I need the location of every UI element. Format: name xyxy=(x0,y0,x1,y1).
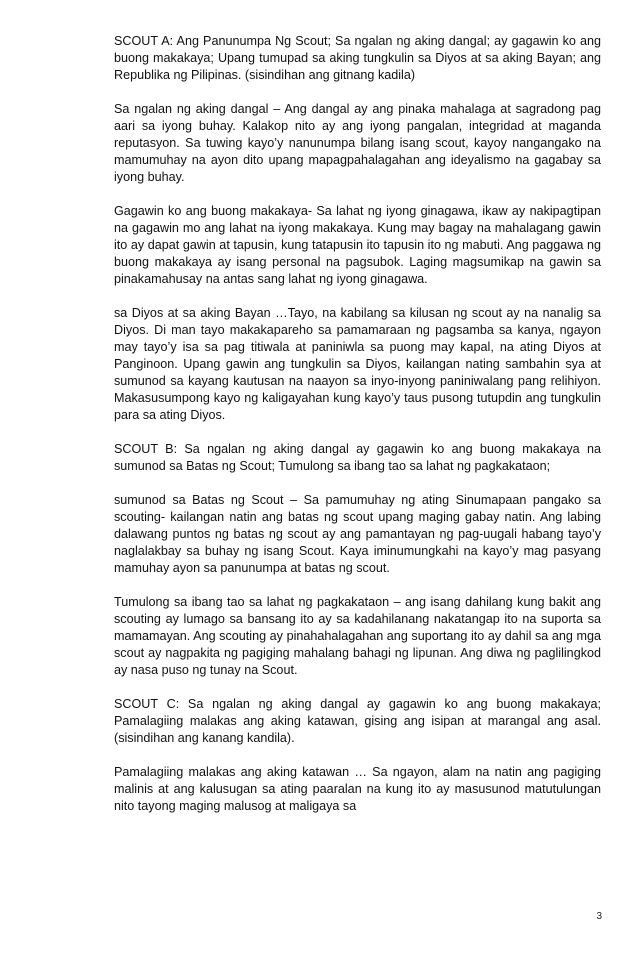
paragraph-buong-makakaya: Gagawin ko ang buong makakaya- Sa lahat ng iyong ginagawa, ikaw ay nakipagtipan na gagawin mo ang lahat na iyong makakaya. Kung may bagay na mahalagang gawin ito ay dapat gawin at tapusin, kung tatapusin ito tapusin ito ng mabuti. Ang paggawa ng buong makakaya ay isang personal na pagsubok. Laging magsumikap na gawin sa pinakamahusay na antas sang lahat ng iyong ginagawa. xyxy=(114,204,601,286)
paragraph-dangal: Sa ngalan ng aking dangal – Ang dangal ay ang pinaka mahalaga at sagradong pag aari sa iyong buhay. Kalakop nito ay ang iyong pangalan, integridad at maganda reputasyon. Sa tuwing kayo’y nanunumpa bilang isang scout, kayoy nangangako na mamumuhay na ayon dito upang mapagpahalagahan ang ideyalismo na gagabay sa iyong buhay. xyxy=(114,102,601,184)
paragraph-katawan: Pamalagiing malakas ang aking katawan … Sa ngayon, alam na natin ang pagiging malinis at ang kalusugan sa ating paaralan na kung ito ay masusunod matutulungan nito tayong maging malusog at maligaya sa xyxy=(114,765,601,813)
document-body xyxy=(114,33,601,832)
paragraph-batas-scout: sumunod sa Batas ng Scout – Sa pamumuhay ng ating Sinumapaan pangako sa scouting- kailangan natin ang batas ng scout upang maging gabay natin. Ang labing dalawang puntos ng batas ng scout ay ang pamantayan ng pag-uugali habang tayo’y naglalakbay sa buhay ng isang Scout. Kaya iminumungkahi na kayo’y mag pasyang mamuhay ayon sa panunumpa at batas ng scout. xyxy=(114,493,601,575)
paragraph-scout-c: SCOUT C: Sa ngalan ng aking dangal ay gagawin ko ang buong makakaya; Pamalagiing malakas ang aking katawan, gising ang isipan at marangal ang asal. (sisindihan ang kanang kandila). xyxy=(114,697,601,745)
paragraph-diyos-bayan: sa Diyos at sa aking Bayan …Tayo, na kabilang sa kilusan ng scout ay na nanalig sa Diyos. Di man tayo makakapareho sa pamamaraan ng pagsamba sa kanya, ngayon may tayo’y isa sa pag titiwala at paniniwla sa puong may kapal, na ating Diyos at Panginoon. Upang gawin ang tungkulin sa Diyos, kailangan nating sambahin sya at sumunod sa kayang kautusan na naayon sa inyo-inyong paniniwalang pang relihiyon. Makasusumpong kayo ng kaligayahan kung kayo’y taus pusong tutupdin ang tungkulin para sa ating Diyos. xyxy=(114,306,601,422)
paragraph-scout-b: SCOUT B: Sa ngalan ng aking dangal ay gagawin ko ang buong makakaya na sumunod sa Batas ng Scout; Tumulong sa ibang tao sa lahat ng pagkakataon; xyxy=(114,442,601,473)
page-number: 3 xyxy=(596,911,602,922)
paragraph-scout-a: SCOUT A: Ang Panunumpa Ng Scout; Sa ngalan ng aking dangal; ay gagawin ko ang buong makakaya; Upang tumupad sa aking tungkulin sa Diyos at sa aking Bayan; ang Republika ng Pilipinas. (sisindihan ang gitnang kadila) xyxy=(114,34,601,82)
paragraph-tumulong: Tumulong sa ibang tao sa lahat ng pagkakataon – ang isang dahilang kung bakit ang scouting ay lumago sa bansang ito ay sa kadahilanang nakatangap ito na suporta sa mamamayan. Ang scouting ay pinahahalagahan ang suportang ito ay dahil sa ang mga scout ay nagpakita ng pagiging mahalang bahagi ng lipunan. Ang diwa ng paglilingkod ay nasa puso ng tunay na Scout. xyxy=(114,595,601,677)
